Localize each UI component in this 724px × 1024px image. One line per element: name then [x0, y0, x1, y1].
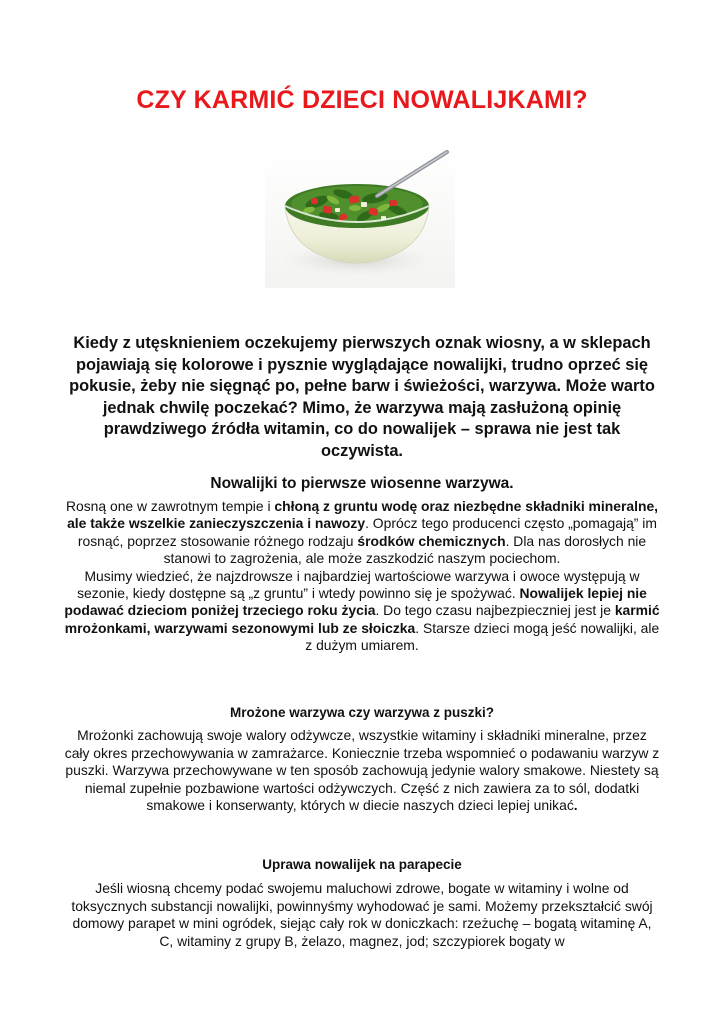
bold-span: chłoną z gruntu wodę oraz niezbędne składniki mineralne, ale także wszelkie zanieczyszczenia i nawozy: [67, 498, 659, 532]
lead-paragraph: Kiedy z utęsknieniem oczekujemy pierwszych oznak wiosny, a w sklepach pojawiają się kolorowe i pysznie wyglądające nowalijki, trudno oprzeć się pokusie, żeby nie sięgnąć po, pełne barw i świeżości, warzywa. Może warto jednak chwilę poczekać? Mimo, że warzywa mają zasłużoną opinię prawdziwego źródła witamin, co do nowalijek – sprawa nie jest tak oczywista.: [69, 334, 655, 460]
salad-bowl-image: [265, 148, 455, 288]
text-span: . Do tego czasu najbezpieczniej jest je: [375, 602, 615, 619]
text-span: Musimy wiedzieć, że najzdrowsze i najbardziej wartościowe warzywa i owoce występują w sezonie, kiedy dostępne są „z gruntu” i wtedy powinno się je spożywać.: [77, 567, 640, 602]
section-heading-nowalijki: Nowalijki to pierwsze wiosenne warzywa.: [210, 475, 514, 492]
section-body-nowalijki: [60, 498, 664, 655]
bold-span: Nowalijek lepiej nie podawać dzieciom poniżej trzeciego roku życia: [64, 585, 647, 619]
paragraph-season: [60, 568, 664, 655]
paragraph-growth: [60, 498, 664, 568]
bold-span: środków chemicznych: [357, 532, 506, 549]
text-span: Rosną one w zawrotnym tempie i: [65, 498, 275, 514]
text-span: Mrożonki zachowują swoje walory odżywcze, wszystkie witaminy i składniki mineralne, przez cały okres przechowywania w zamrażarce. Koniecznie trzeba wspomnieć o podawaniu warzyw z puszki. Warzywa przechowywane w ten sposób zachowują jedynie walory smakowe. Niestety są niemal zupełnie pozbawione wartości odżywczych. Część z nich zawiera za to sól, dodatki smakowe i konserwanty, których w diecie naszych dzieci lepiej unikać: [64, 727, 660, 814]
page-title: CZY KARMIĆ DZIECI NOWALIJKAMI?: [136, 86, 588, 114]
section-body-windowsill: Jeśli wiosną chcemy podać swojemu maluchowi zdrowe, bogate w witaminy i wolne od toksycznych substancji nowalijki, powinnyśmy wyhodować je sami. Możemy przekształcić swój domowy parapet w mini ogródek, siejąc cały rok w doniczkach: rzeżuchę – bogatą witaminę A, C, witaminy z grupy B, żelazo, magnez, jod; szczypiorek bogaty w: [71, 880, 653, 949]
text-span: . Oprócz tego producenci często „pomagają” im rosnąć, poprzez stosowanie różnego rodzaju: [77, 515, 657, 549]
section-body-frozen: [64, 727, 660, 815]
salad-bowl-photo: [265, 148, 455, 288]
bold-span: karmić mrożonkami, warzywami sezonowymi lub ze słoiczka: [64, 602, 660, 636]
bold-span: .: [573, 797, 578, 814]
section-heading-windowsill: Uprawa nowalijek na parapecie: [262, 857, 462, 872]
text-span: . Starsze dzieci mogą jeść nowalijki, ale z dużym umiarem.: [305, 619, 660, 654]
text-span: . Dla nas dorosłych nie stanowi to zagrożenia, ale może zaszkodzić naszym pociechom.: [163, 532, 647, 567]
section-heading-frozen: Mrożone warzywa czy warzywa z puszki?: [229, 705, 495, 720]
